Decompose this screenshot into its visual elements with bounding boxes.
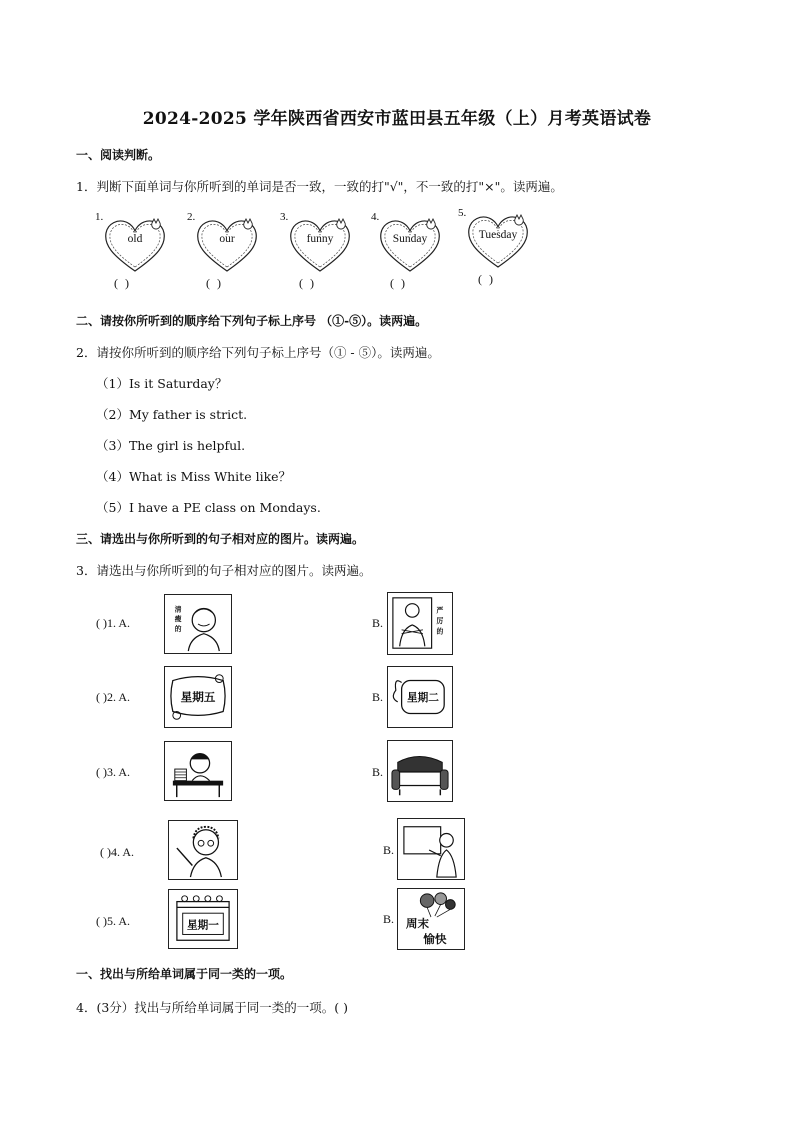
answer-paren: ( ) [390, 276, 407, 290]
sentence-item: （5）I have a PE class on Mondays. [96, 500, 321, 515]
picture-friday [164, 666, 232, 728]
picture-caption: 清 [174, 605, 182, 614]
svg-text:星期二: 星期二 [406, 690, 439, 704]
picture-strict-man [387, 592, 453, 655]
sentence-item: （1）Is it Saturday？ [96, 376, 228, 391]
row-label: ( )4. A. [100, 845, 134, 859]
svg-text:星期五: 星期五 [180, 689, 216, 704]
heart-number: 3. [280, 211, 289, 223]
section-4-heading: 一、找出与所给单词属于同一类的一项。 [76, 967, 293, 981]
heart-number: 2. [187, 211, 196, 223]
answer-paren: ( ) [299, 276, 316, 290]
picture-sofa [387, 740, 453, 802]
question-4: 4．(3分）找出与所给单词属于同一类的一项。( ) [76, 1000, 349, 1015]
svg-text:厉: 厉 [436, 617, 444, 626]
heart-card [287, 211, 353, 277]
row-b-label: B. [372, 765, 384, 779]
row-b-label: B. [383, 912, 395, 926]
heart-number: 1. [95, 211, 104, 223]
picture-tuesday [387, 666, 453, 728]
row-b-label: B. [383, 843, 395, 857]
heart-word: Tuesday [478, 229, 518, 241]
row-label: ( )1. A. [96, 616, 130, 630]
section-2-heading: 二、请按你所听到的顺序给下列句子标上序号 （①-⑤）。读两遍。 [76, 314, 428, 328]
svg-text:愉快: 愉快 [423, 932, 447, 947]
picture-monday [168, 889, 238, 949]
svg-text:严: 严 [436, 606, 444, 615]
heart-number: 4. [371, 211, 380, 223]
answer-paren: ( ) [478, 272, 495, 286]
picture-old-teacher [168, 820, 238, 880]
svg-text:星期一: 星期一 [187, 918, 219, 932]
heart-card [465, 207, 531, 273]
answer-paren: ( ) [114, 276, 131, 290]
heart-card [194, 211, 260, 277]
row-b-label: B. [372, 690, 384, 704]
section-3-heading: 三、请选出与你所听到的句子相对应的图片。读两遍。 [76, 532, 365, 546]
heart-word: funny [306, 233, 334, 245]
heart-card [102, 211, 168, 277]
row-b-label: B. [372, 616, 384, 630]
heart-number: 5. [458, 207, 467, 219]
row-label: ( )2. A. [96, 690, 130, 704]
picture-boy-studying [164, 741, 232, 801]
svg-text:的: 的 [436, 627, 444, 636]
sentence-item: （2）My father is strict. [96, 407, 248, 422]
page-title: 2024-2025 学年陕西省西安市蓝田县五年级（上）月考英语试卷 [142, 109, 652, 129]
svg-text:瘦: 瘦 [174, 615, 182, 624]
question-1: 1．判断下面单词与你所听到的单词是否一致，一致的打"√"，不一致的打"×"。读两遍。 [76, 179, 563, 194]
heart-word: Sunday [392, 233, 428, 245]
picture-young-teacher [397, 818, 465, 880]
sentence-item: （4）What is Miss White like？ [96, 469, 292, 484]
question-2: 2．请按你所听到的顺序给下列句子标上序号（① - ⑤）。读两遍。 [76, 345, 440, 360]
sentence-item: （3）The girl is helpful. [96, 438, 246, 453]
row-label: ( )5. A. [96, 914, 130, 928]
picture-happy-weekend [397, 888, 465, 950]
heart-card [377, 211, 443, 277]
svg-text:周末: 周末 [405, 916, 430, 931]
answer-paren: ( ) [206, 276, 223, 290]
svg-text:的: 的 [174, 624, 182, 633]
section-1-heading: 一、阅读判断。 [76, 148, 161, 162]
row-label: ( )3. A. [96, 765, 130, 779]
heart-word: old [127, 233, 143, 245]
heart-word: our [219, 233, 235, 245]
question-3: 3．请选出与你所听到的句子相对应的图片。读两遍。 [76, 563, 372, 578]
picture-thin-boy [164, 594, 232, 654]
